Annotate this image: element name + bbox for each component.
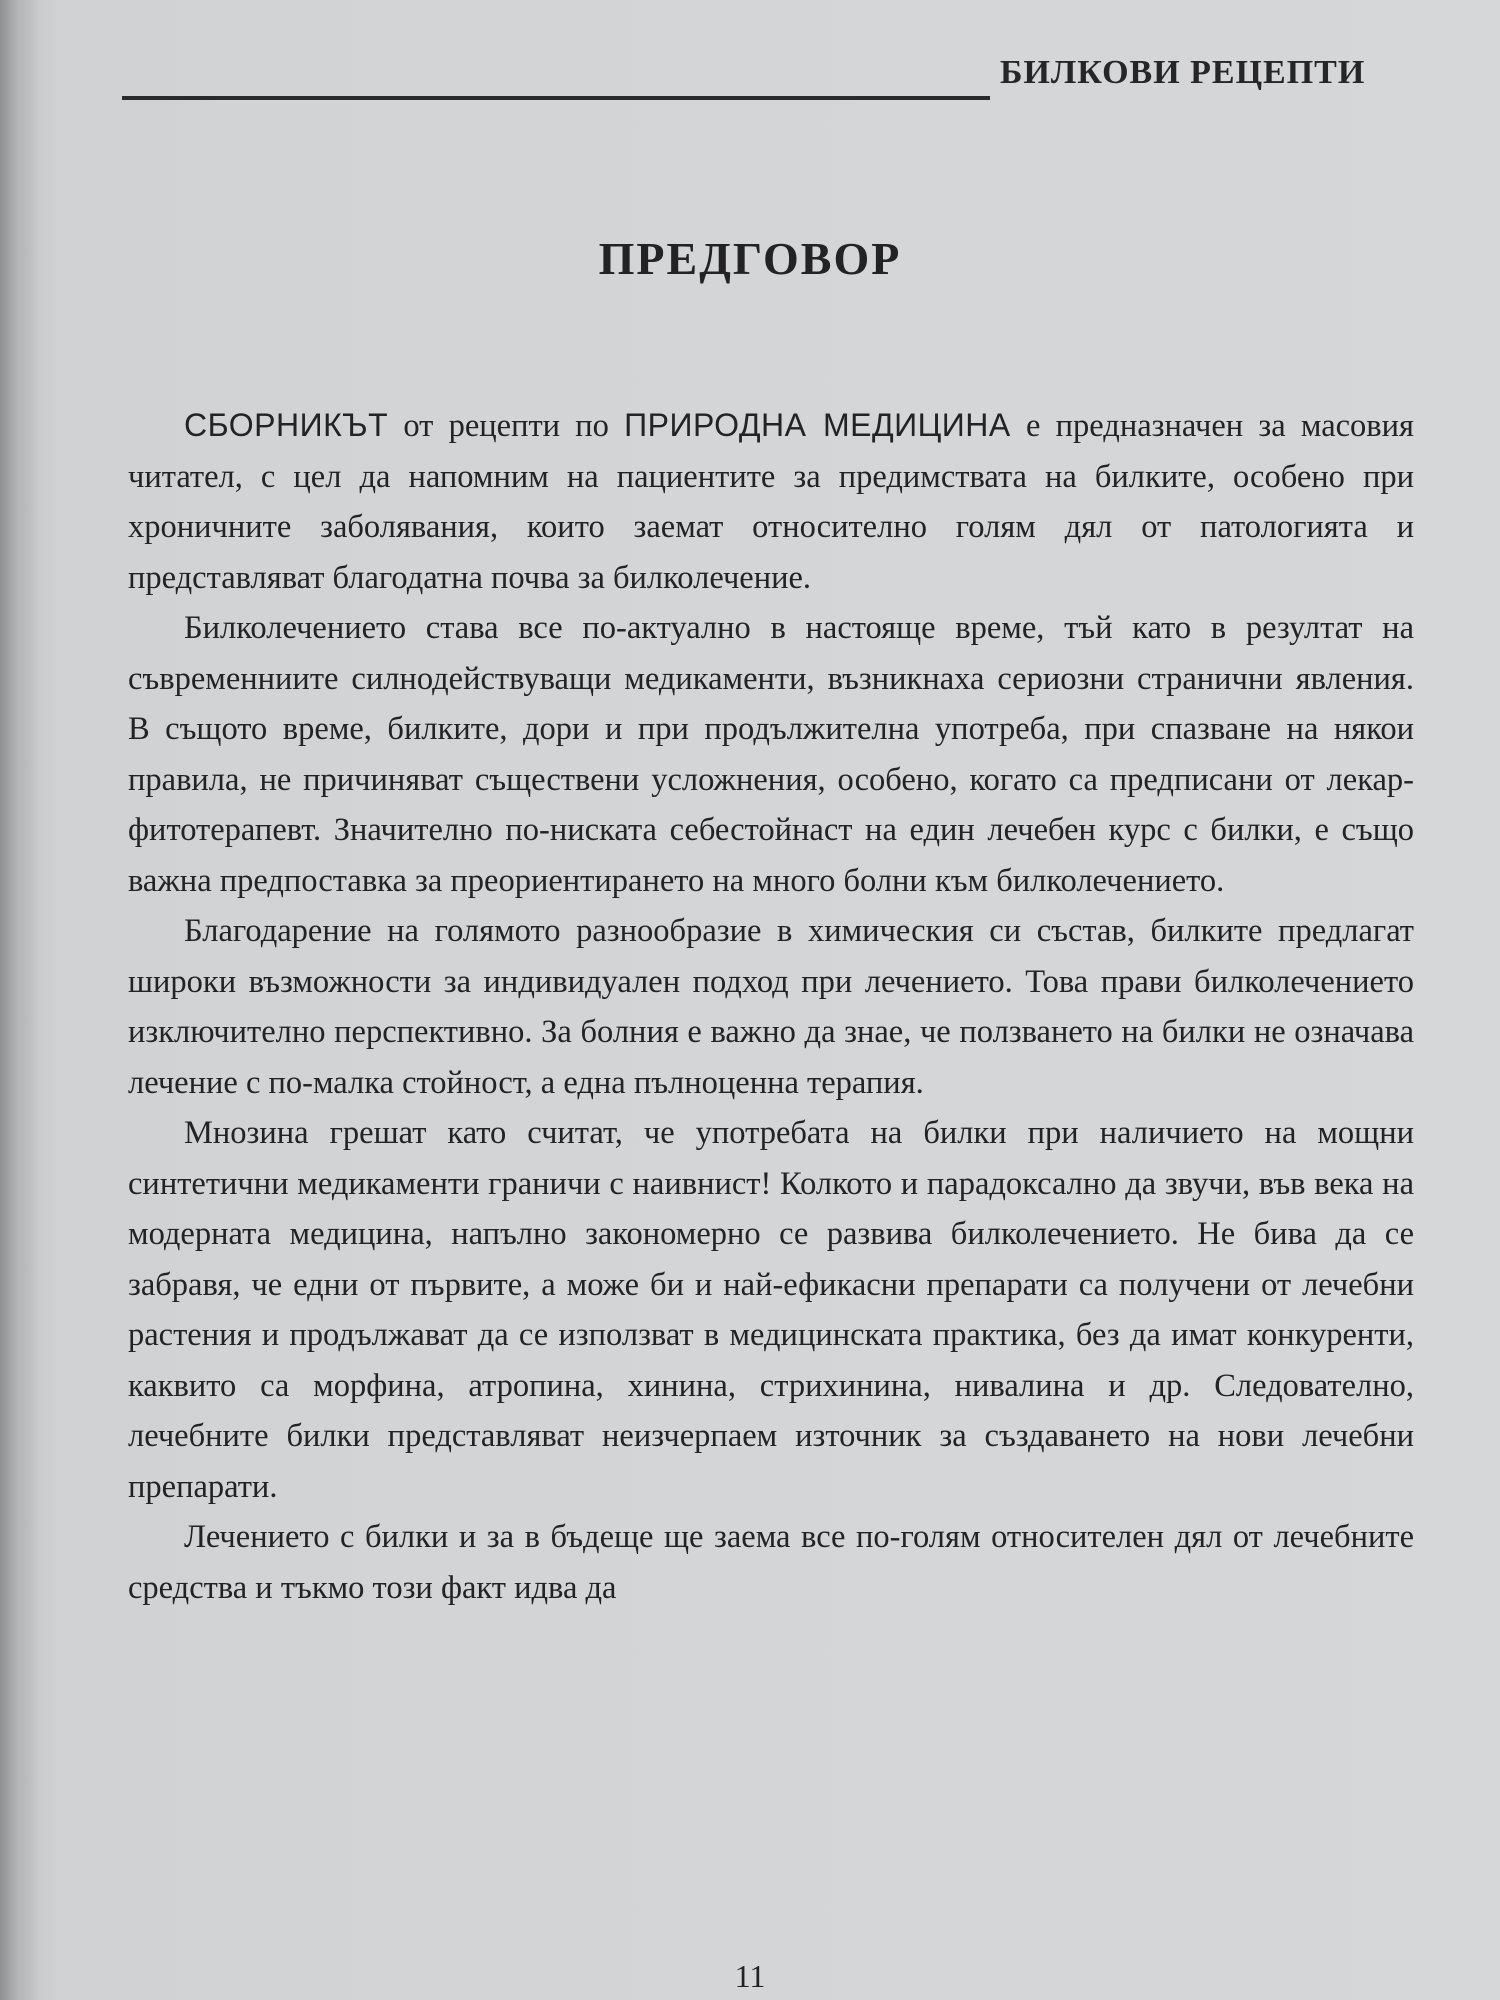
chapter-title: ПРЕДГОВОР bbox=[598, 233, 902, 284]
emphasis-phrase: ПРИРОДНА МЕДИЦИНА bbox=[624, 407, 1011, 443]
gutter-shadow bbox=[0, 0, 40, 2000]
paragraph-3: Благодарение на голямото разнообразие в химическия си състав, билките предлагат широки възможности за индивидуален подход при лечението. Това прави билколечението изключително перспективно. За болния е важно да знае, че ползването на билки не означава лечение с по-малка стойност, а една пълноценна терапия. bbox=[128, 913, 1414, 1101]
paragraph-4: Мнозина грешат като считат, че употребата на билки при наличието на мощни синтетични медикаменти граничи с наивнист! Колкото и парадоксално да звучи, във века на модерната медицина, напълно закономерно се развива билколечението. Не бива да се забравя, че едни от първите, а може би и най-ефикасни препарати са получени от лечебни растения и продължават да се използват в медицинската практика, без да имат конкуренти, каквито са морфина, атропина, хинина, стрихинина, нивалина и др. Следователно, лечебните билки представляват неизчерпаем източник за създаването на нови лечебни препарати. bbox=[128, 1115, 1414, 1505]
paragraph-5: Лечението с билки и за в бъдеще ще заема все по-голям относителен дял от лечебните средства и тъкмо този факт идва да bbox=[128, 1519, 1414, 1606]
paragraph-1-text-b: е предназначен за масовия читател, с цел да напомним на пациентите за предимствата на билките, особено при хроничните заболявания, които заемат относително голям дял от патологията и представляват благодатна почва за билколечение. bbox=[128, 408, 1414, 596]
page-number: 11 bbox=[734, 1958, 766, 1994]
paragraph-1-text-a: от рецепти по bbox=[388, 408, 625, 444]
lead-word: СБОРНИКЪТ bbox=[184, 407, 389, 443]
paragraph-1 bbox=[128, 400, 1414, 603]
header-rule bbox=[122, 96, 990, 100]
paragraph-2: Билколечението става все по-актуално в настояще време, тъй като в резултат на съвременниите силнодействуващи медикаменти, възникнаха сериозни странични явления. В същото време, билките, дори и при продължителна употреба, при спазване на някои правила, не причиняват съществени усложнения, особено, когато са предписани от лекар-фитотерапевт. Значително по-ниската себестойнаст на един лечебен курс с билки, е също важна предпоставка за преориентирането на много болни към билколечението. bbox=[128, 610, 1414, 899]
running-head: БИЛКОВИ РЕЦЕПТИ bbox=[1000, 54, 1366, 91]
body-text bbox=[128, 400, 1414, 1613]
